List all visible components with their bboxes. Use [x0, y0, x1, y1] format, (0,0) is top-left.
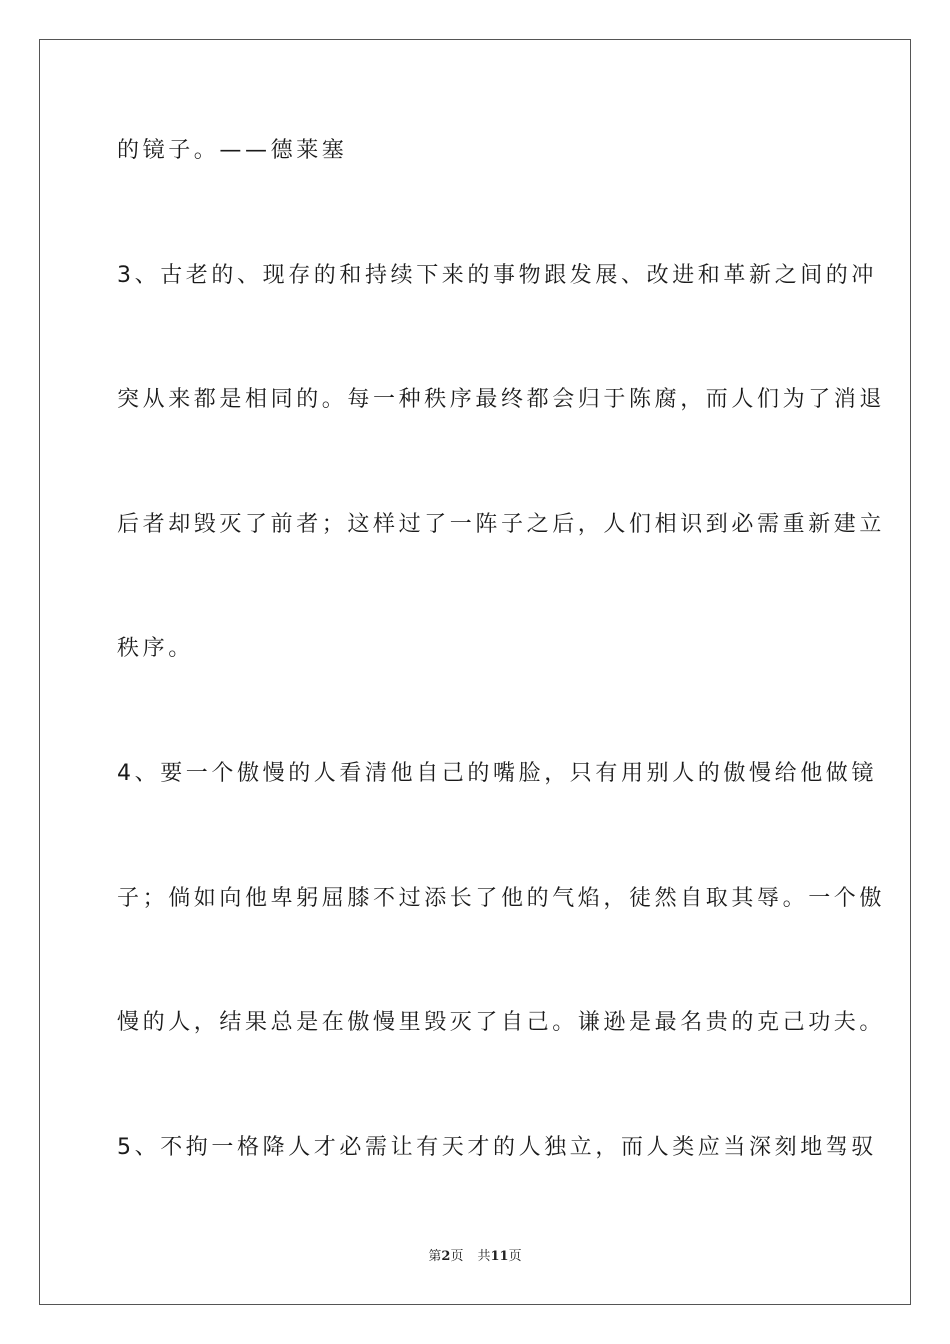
total-prefix: 共 [477, 1249, 491, 1264]
page-prefix: 第 [428, 1249, 442, 1264]
page-border [39, 39, 911, 1305]
text-line-9: 5、不拘一格降人才必需让有天才的人独立，而人类应当深刻地驾驭 [117, 1135, 877, 1160]
text-line-7: 子；倘如向他卑躬屈膝不过添长了他的气焰，徒然自取其辱。一个傲 [117, 886, 886, 911]
page-number: 2 [441, 1249, 451, 1264]
page-footer [0, 1248, 950, 1266]
text-line-6: 4、要一个傲慢的人看清他自己的嘴脸，只有用别人的傲慢给他做镜 [117, 761, 877, 786]
text-line-4: 后者却毁灭了前者；这样过了一阵子之后，人们相识到必需重新建立 [117, 512, 886, 537]
total-suffix: 页 [508, 1249, 522, 1264]
page-suffix: 页 [450, 1249, 464, 1264]
text-line-1: 的镜子。——德莱塞 [117, 138, 348, 163]
text-line-3: 突从来都是相同的。每一种秩序最终都会归于陈腐，而人们为了消退 [117, 387, 886, 412]
total-pages: 11 [490, 1249, 509, 1264]
text-line-2: 3、古老的、现存的和持续下来的事物跟发展、改进和革新之间的冲 [117, 263, 877, 288]
text-line-5: 秩序。 [117, 636, 194, 661]
text-line-8: 慢的人，结果总是在傲慢里毁灭了自己。谦逊是最名贵的克己功夫。 [117, 1010, 886, 1035]
